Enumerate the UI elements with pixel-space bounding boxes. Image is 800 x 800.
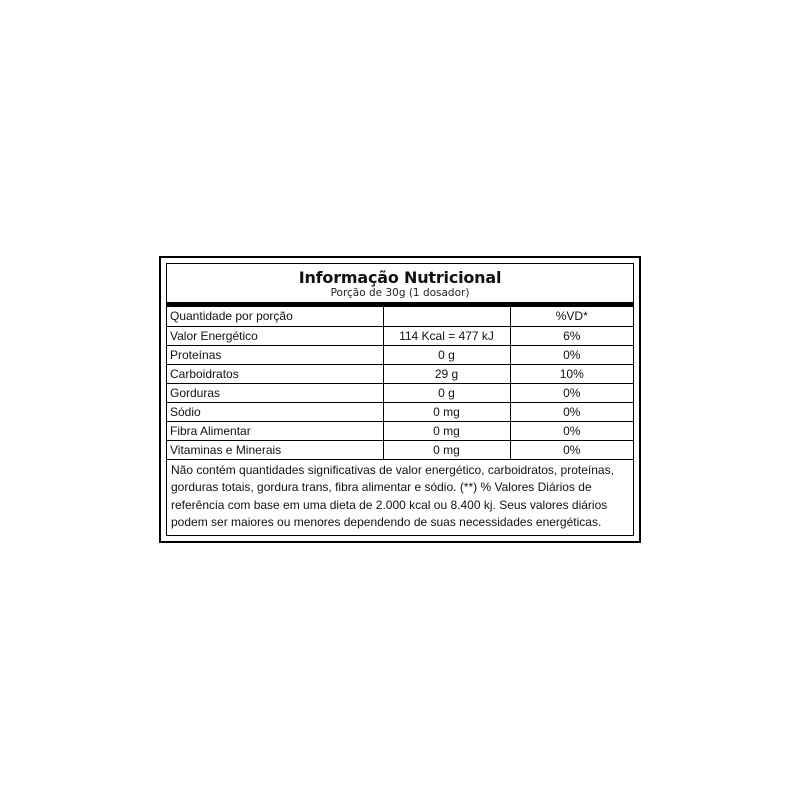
nutrient-name: Vitaminas e Minerais — [167, 440, 383, 459]
table-row — [167, 421, 633, 440]
nutrition-facts-label — [159, 256, 641, 543]
nutrition-table — [167, 307, 633, 460]
table-row — [167, 440, 633, 459]
table-row — [167, 364, 633, 383]
nutrient-dv: 0% — [510, 440, 633, 459]
nutrient-quantity: 0 mg — [383, 421, 510, 440]
nutrition-facts-inner-frame — [166, 263, 634, 536]
table-row — [167, 402, 633, 421]
label-header — [167, 264, 633, 302]
nutrient-dv: 0% — [510, 421, 633, 440]
nutrient-dv: 0% — [510, 383, 633, 402]
header-name-cell: Quantidade por porção — [167, 307, 383, 326]
nutrient-name: Valor Energético — [167, 326, 383, 345]
nutrient-dv: 10% — [510, 364, 633, 383]
label-title: Informação Nutricional — [298, 268, 502, 287]
nutrient-quantity: 29 g — [383, 364, 510, 383]
nutrient-quantity: 0 g — [383, 345, 510, 364]
nutrient-dv: 0% — [510, 345, 633, 364]
header-quantity-cell — [383, 307, 510, 326]
table-row — [167, 345, 633, 364]
nutrient-quantity: 0 mg — [383, 402, 510, 421]
nutrient-dv: 6% — [510, 326, 633, 345]
table-row — [167, 326, 633, 345]
nutrient-quantity: 114 Kcal = 477 kJ — [383, 326, 510, 345]
nutrient-name: Gorduras — [167, 383, 383, 402]
table-row — [167, 383, 633, 402]
nutrient-name: Carboidratos — [167, 364, 383, 383]
nutrient-name: Sódio — [167, 402, 383, 421]
nutrient-quantity: 0 g — [383, 383, 510, 402]
nutrient-name: Proteínas — [167, 345, 383, 364]
nutrient-quantity: 0 mg — [383, 440, 510, 459]
header-dv-cell: %VD* — [510, 307, 633, 326]
footnote-text: Não contém quantidades significativas de valor energético, carboidratos, proteínas, gorduras totais, gordura trans, fibra alimentar e sódio. (**) % Valores Diários de referência com base em uma dieta de 2.000 kcal ou 8.400 kj. Seus valores diários podem ser maiores ou menores dependendo de suas necessidades energéticas. — [171, 462, 614, 529]
serving-size: Porção de 30g (1 dosador) — [330, 287, 470, 299]
nutrient-name: Fibra Alimentar — [167, 421, 383, 440]
table-header-row — [167, 307, 633, 326]
nutrient-dv: 0% — [510, 402, 633, 421]
